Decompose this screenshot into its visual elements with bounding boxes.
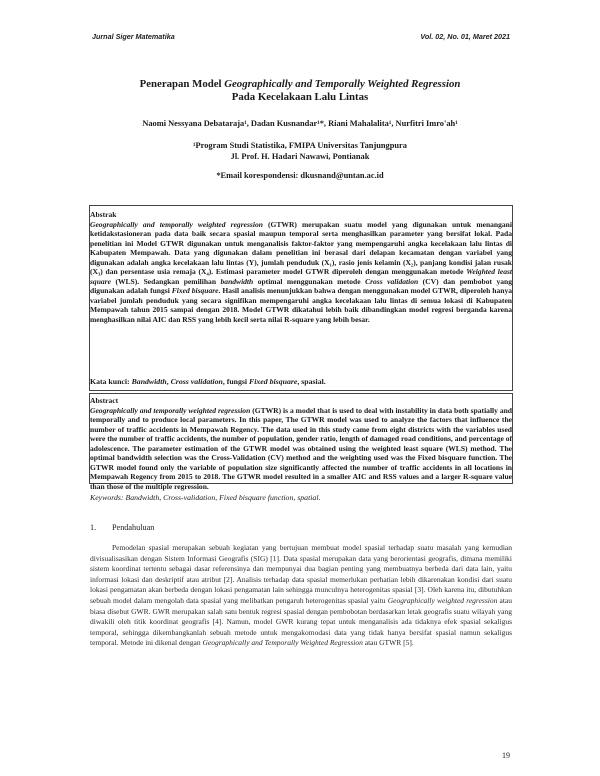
abstrak-heading: Abstrak [90, 210, 117, 219]
corresponding-email: *Email korespondensi: dkusnand@untan.ac.id [216, 171, 384, 180]
author-list: Naomi Nessyana Debataraja¹, Dadan Kusnandar¹*, Riani Mahalalita¹, Nurfitri Imro'ah¹ [142, 119, 458, 128]
affiliation: ¹Program Studi Statistika, FMIPA Universitas Tanjungpura Jl. Prof. H. Hadari Nawawi, Pontianak [193, 141, 407, 161]
section-heading: 1. Pendahuluan [90, 523, 155, 532]
kata-kunci: Kata kunci: Bandwidth, Cross validation, fungsi Fixed bisquare, spasial. [90, 377, 326, 386]
intro-paragraph: Pemodelan spasial merupakan sebuah kegiatan yang bertujuan membuat model spasial terhadap suatu masalah yang kemudian divisualisasikan dengan Sistem Informasi Geografis (SIG) [1]. Data spasial merupakan data yang berorientasi geografis, dimana memiliki sistem koordinat tertentu sebagai dasar referensinya dan mempunyai dua bagian penting yang membuatnya berbeda dari data lain, yaitu informasi lokasi dan deskriptif atau atribut [2]. Analisis terhadap data spasial memerlukan perhatian lebih dikarenakan kondisi dari suatu lokasi pengamatan akan berbeda dengan lokasi pengamatan lain sehingga munculnya heterogenitas spasial [3]. Oleh karena itu, dibutuhkan sebuah model dalam mengolah data spasial yang melibatkan pengaruh heterogenitas spasial yaitu Geographically weighted regression atau biasa disebut GWR. GWR merupakan salah satu bentuk regresi spasial dengan pembobotan berdasarkan letak geografis suatu wilayah yang diwakili oleh titik koordinat geografis [4]. Namun, model GWR kurang tepat untuk menganalisis ada tidaknya efek spasial sekaligus temporal, sehingga dikembangkanlah sebuah metode untuk mengakomodasi data yang tidak hanya bersifat spasial namun sekaligus temporal. Metode ini dikenal dengan Geographically and Temporally Weighted Regression atau GTWR [5]. [90, 543, 512, 648]
journal-volume: Vol. 02, No. 01, Maret 2021 [420, 32, 510, 41]
abstract-heading: Abstract [90, 396, 119, 405]
abstract [90, 396, 512, 491]
keywords: Keywords: Bandwidth, Cross-validation, Fixed bisquare function, spatial. [90, 493, 321, 502]
page-number: 19 [502, 751, 510, 760]
paper-title: Penerapan Model Geographically and Temporally Weighted Regression Pada Kecelakaan Lalu Lintas [139, 78, 461, 103]
abstrak [90, 210, 512, 324]
abstrak-text: Geographically and temporally weighted regression (GTWR) merupakan suatu model yang digunakan untuk menangani ketidakstasioneran pada data baik secara spasial maupun temporal serta menghasilkan parameter yang bersifat lokal. Pada penelitian ini Model GTWR digunakan untuk menganalisis faktor-faktor yang mempengaruhi angka kecelakaan lalu lintas di Kabupaten Mempawah. Data yang digunakan dalam penelitian ini berasal dari delapan kecamatan dengan variabel yang digunakan adalah angka kecelakaan lalu lintas (Y), jumlah penduduk (X₁), rasio jenis kelamin (X₂), panjang kondisi jalan rusak (X₃) dan persentase usia remaja (X₄). Estimasi parameter model GTWR diperoleh dengan menggunakan metode Weighted least square (WLS). Sedangkan pemilihan bandwidth optimal menggunakan metode Cross validation (CV) dan pembobot yang digunakan adalah fungsi Fixed bisquare. Hasil analisis menunjukkan bahwa dengan menggunakan model GTWR, diperoleh hanya variabel jumlah penduduk yang secara signifikan mempengaruhi angka kecelakaan lalu lintas di semua lokasi di Kabupaten Mempawah tahun 2015 sampai dengan 2018. Model GTWR dikatahui lebih baik dibandingkan model regresi berganda karena menghasilkan nilai AIC dan RSS yang lebih kecil serta nilai R-square yang lebih besar. [90, 219, 512, 324]
journal-name: Jurnal Siger Matematika [92, 32, 175, 41]
abstract-text: Geographically and temporally weighted regression (GTWR) is a model that is used to deal with instability in data both spatially and temporally and to produce local parameters. In this paper, The GTWR model was used to analyze the factors that influence the number of traffic accidents in Mempawah Regency. The data used in this study came from eight districts with the variables used were the number of traffic accidents, the number of population, gender ratio, length of damaged road conditions, and percentage of adolescence. The parameter estimation of the GTWR model was obtained using the weighted least square (WLS) method. The optimal bandwidth selection was the Cross-Validation (CV) method and the weighting used was the Fixed bisquare function. The GTWR model found only the variable of population size significantly affected the number of traffic accidents in all locations in Mempawah Regency from 2015 to 2018. The GTWR model resulted in a smaller AIC and RSS values and a larger R-square value than those of the multiple regression. [90, 405, 512, 491]
